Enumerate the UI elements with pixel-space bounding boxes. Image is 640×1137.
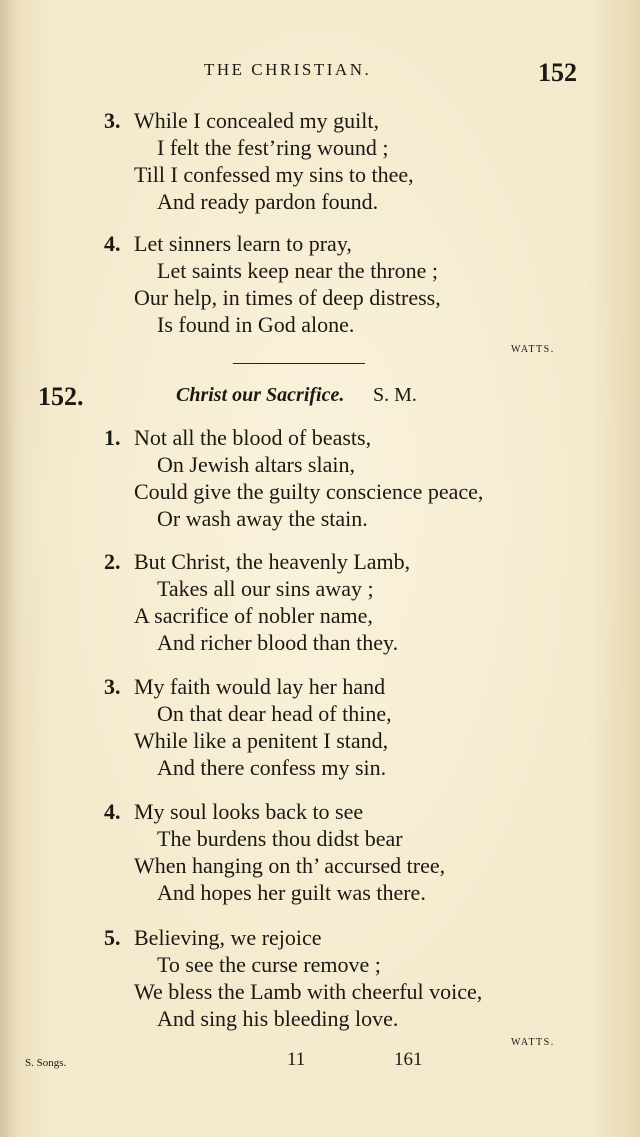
verse-number: 3.	[104, 108, 121, 133]
verse-line: While I concealed my guilt,	[134, 108, 379, 133]
verse-line: On that dear head of thine,	[157, 701, 392, 726]
author-attribution: WATTS.	[511, 344, 555, 355]
verse-line: And richer blood than they.	[157, 630, 399, 655]
verse-line: Or wash away the stain.	[157, 506, 368, 531]
verse-number: 4.	[104, 231, 121, 256]
verse-number: 4.	[104, 799, 121, 824]
verse-line: To see the curse remove ;	[157, 952, 381, 977]
verse-line: But Christ, the heavenly Lamb,	[134, 549, 411, 574]
verse-line: Could give the guilty conscience peace,	[134, 479, 484, 504]
hymn-number: 152.	[38, 382, 84, 411]
verse-line: Not all the blood of beasts,	[134, 425, 372, 450]
verse-line: We bless the Lamb with cheerful voice,	[134, 979, 483, 1004]
verse-number: 3.	[104, 674, 121, 699]
verse-line: My soul looks back to see	[134, 799, 364, 824]
sheet-number: 11	[287, 1049, 306, 1070]
verse-line: Takes all our sins away ;	[157, 576, 374, 601]
running-title: THE CHRISTIAN.	[204, 60, 372, 79]
verse-line: Let saints keep near the throne ;	[157, 258, 439, 283]
author-attribution: WATTS.	[511, 1037, 555, 1048]
printer-signature: S. Songs.	[25, 1057, 67, 1069]
verse-line: The burdens thou didst bear	[157, 826, 403, 851]
verse-line: And ready pardon found.	[157, 189, 379, 214]
verse-line: Till I confessed my sins to thee,	[134, 162, 414, 187]
spine-shadow	[0, 0, 18, 1137]
verse-line: And hopes her guilt was there.	[157, 880, 426, 905]
printed-page-number: 161	[394, 1049, 423, 1070]
verse-line: While like a penitent I stand,	[134, 728, 389, 753]
verse-line: A sacrifice of nobler name,	[134, 603, 373, 628]
verse-number: 1.	[104, 425, 121, 450]
verse-line: Let sinners learn to pray,	[134, 231, 352, 256]
verse-line: My faith would lay her hand	[134, 674, 386, 699]
verse-number: 5.	[104, 925, 121, 950]
verse-line: Believing, we rejoice	[134, 925, 322, 950]
verse-line: And there confess my sin.	[157, 755, 387, 780]
verse-line: On Jewish altars slain,	[157, 452, 355, 477]
verse-line: I felt the fest’ring wound ;	[157, 135, 389, 160]
verse-number: 2.	[104, 549, 121, 574]
verse-line: And sing his bleeding love.	[157, 1006, 399, 1031]
page-number: 152	[538, 58, 577, 87]
verse-line: When hanging on th’ accursed tree,	[134, 853, 446, 878]
verse-line: Our help, in times of deep distress,	[134, 285, 441, 310]
verse-line: Is found in God alone.	[157, 312, 355, 337]
hymn-title: Christ our Sacrifice.	[176, 384, 345, 406]
hymn-meter: S. M.	[373, 384, 417, 406]
section-divider	[233, 363, 365, 364]
